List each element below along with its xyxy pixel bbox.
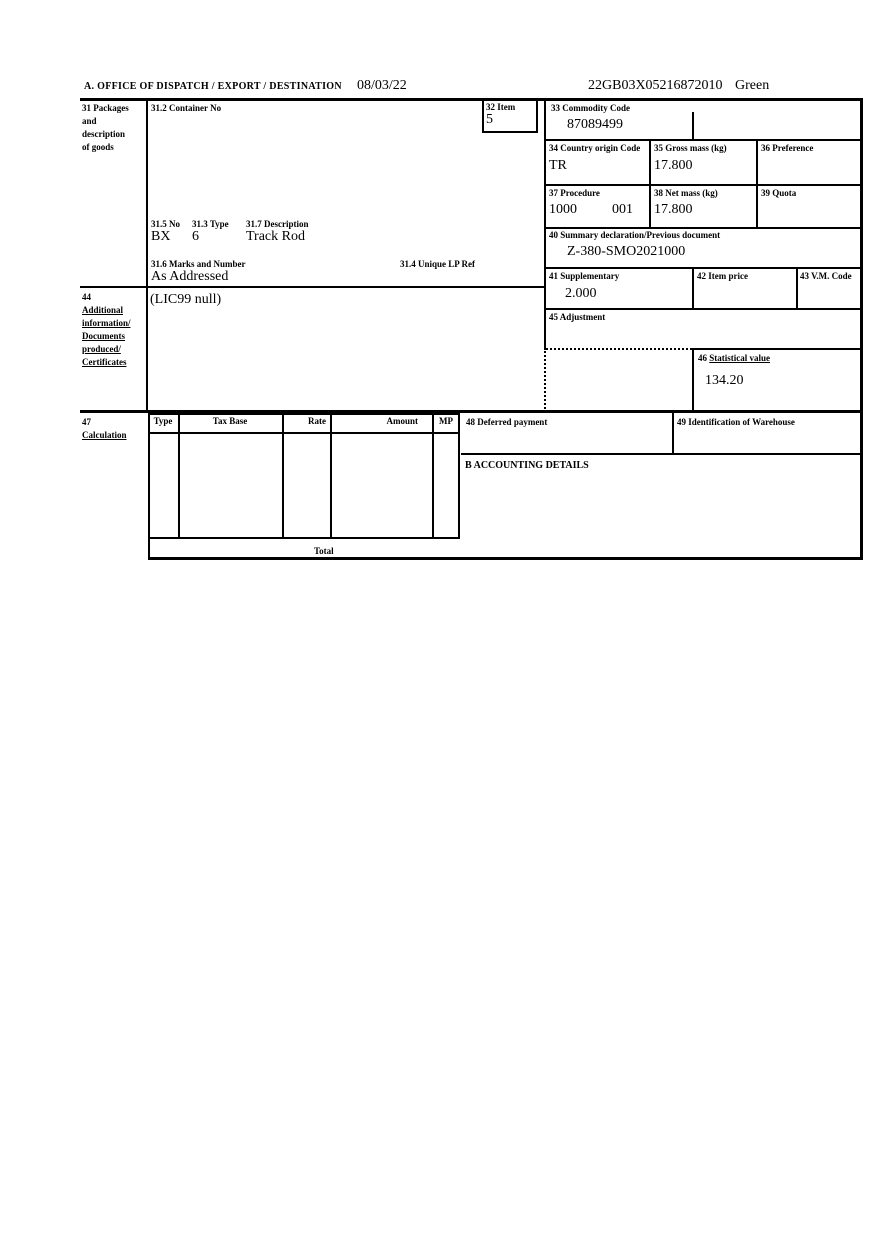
box44-label-line1: 44 (82, 292, 91, 302)
box31-label (82, 102, 129, 154)
box38-net-mass-label: 38 Net mass (kg) (654, 188, 718, 198)
box44-label (82, 291, 131, 369)
box35-gross-mass-label: 35 Gross mass (kg) (654, 143, 727, 153)
box31-label-line4: of goods (82, 142, 114, 152)
col48-49-divider (672, 413, 674, 455)
calc-header-amount: Amount (386, 416, 418, 426)
col35-36-divider (756, 139, 758, 229)
box31-6-marks-value: As Addressed (151, 269, 229, 284)
box46-statistical-value: 134.20 (705, 373, 744, 388)
box37-procedure-value1: 1000 (549, 202, 577, 217)
box46-label-number: 46 (698, 353, 707, 363)
box36-preference-label: 36 Preference (761, 143, 814, 153)
section-a-title: A. OFFICE OF DISPATCH / EXPORT / DESTINATION (84, 81, 342, 92)
box41-supplementary-label: 41 Supplementary (549, 271, 620, 281)
box34-origin-value: TR (549, 158, 567, 173)
accounting-details-label: B ACCOUNTING DETAILS (465, 460, 589, 471)
form-bottom-border (148, 557, 863, 560)
box44-label-line3: information/ (82, 318, 131, 328)
box38-net-mass-value: 17.800 (654, 202, 693, 217)
total-label: Total (314, 546, 334, 556)
col42-43-divider (796, 267, 798, 310)
calc-header-mp: MP (439, 416, 453, 426)
mid-column-divider-dotted (544, 348, 546, 412)
box31-label-line2: and (82, 116, 97, 126)
box40-bottom-line (544, 267, 860, 269)
box45-dotted-line (546, 348, 692, 350)
box42-item-price-label: 42 Item price (697, 271, 748, 281)
mid-column-divider (544, 98, 546, 348)
box46-left-line (692, 348, 694, 412)
box31-5-no-label: 31.5 No (151, 219, 180, 229)
box31-6-marks-label: 31.6 Marks and Number (151, 259, 246, 269)
row41-bottom-line (544, 308, 860, 310)
box40-summary-value: Z-380-SMO2021000 (567, 244, 686, 259)
box41-supplementary-value: 2.000 (565, 286, 597, 301)
box43-vm-code-label: 43 V.M. Code (800, 271, 852, 281)
dispatch-date: 08/03/22 (357, 78, 407, 93)
box33-subdivision-tick (692, 112, 694, 139)
row34-bottom-line (544, 184, 860, 186)
box37-procedure-value2: 001 (612, 202, 633, 217)
box35-gross-mass-value: 17.800 (654, 158, 693, 173)
calc-header-taxbase: Tax Base (212, 416, 248, 426)
box46-statistical-label (698, 353, 770, 364)
box31-3-type-value: 6 (192, 229, 199, 244)
box31-7-description-value: Track Rod (246, 229, 305, 244)
box31-7-description-label: 31.7 Description (246, 219, 309, 229)
calc-col-amount-divider (432, 413, 434, 539)
calc-col-rate-divider (330, 413, 332, 539)
form-top-border (80, 98, 863, 101)
declaration-reference: 22GB03X05216872010 (588, 78, 723, 93)
box32-item-label: 32 Item (486, 102, 516, 112)
box46-top-line (692, 348, 860, 350)
box33-bottom-line (544, 139, 860, 141)
calculation-header-bottom-line (148, 432, 460, 434)
box33-commodity-value: 87089499 (567, 117, 623, 132)
box46-label-text: Statistical value (709, 353, 770, 363)
col34-35-divider (649, 139, 651, 229)
routing-status: Green (735, 78, 770, 93)
box37-procedure-label: 37 Procedure (549, 188, 600, 198)
box44-label-line4: Documents (82, 331, 125, 341)
box31-box44-divider (80, 286, 546, 288)
row37-bottom-line (544, 227, 860, 229)
box44-value: (LIC99 null) (150, 292, 222, 307)
calc-col-type-divider (178, 413, 180, 539)
total-row-left-line (148, 539, 150, 557)
box32-item-value: 5 (486, 112, 493, 127)
box31-3-type-label: 31.3 Type (192, 219, 229, 229)
box31-label-line1: 31 Packages (82, 103, 129, 113)
box31-4-lp-ref-label: 31.4 Unique LP Ref (400, 259, 476, 269)
form-right-border (860, 98, 863, 560)
calc-col-taxbase-divider (282, 413, 284, 539)
box44-label-line2: Additional (82, 305, 124, 315)
box31-5-no-value: BX (151, 229, 171, 244)
box39-quota-label: 39 Quota (761, 188, 797, 198)
box47-label-number: 47 (82, 417, 91, 427)
calc-header-type: Type (153, 416, 173, 426)
box45-adjustment-label: 45 Adjustment (549, 312, 606, 322)
label-column-divider (146, 98, 148, 413)
box40-summary-label: 40 Summary declaration/Previous document (549, 230, 721, 240)
col41-42-divider (692, 267, 694, 310)
box34-origin-label: 34 Country origin Code (549, 143, 641, 153)
box44-label-line6: Certificates (82, 357, 127, 367)
box48-bottom-line (461, 453, 860, 455)
box49-warehouse-label: 49 Identification of Warehouse (677, 417, 795, 427)
box47-label-text: Calculation (82, 430, 127, 440)
box33-commodity-label: 33 Commodity Code (551, 103, 630, 113)
box31-label-line3: description (82, 129, 126, 139)
calc-header-rate: Rate (308, 416, 326, 426)
box48-deferred-label: 48 Deferred payment (466, 417, 548, 427)
box31-2-container-label: 31.2 Container No (151, 103, 222, 113)
box47-label (82, 416, 127, 442)
box44-label-line5: produced/ (82, 344, 121, 354)
